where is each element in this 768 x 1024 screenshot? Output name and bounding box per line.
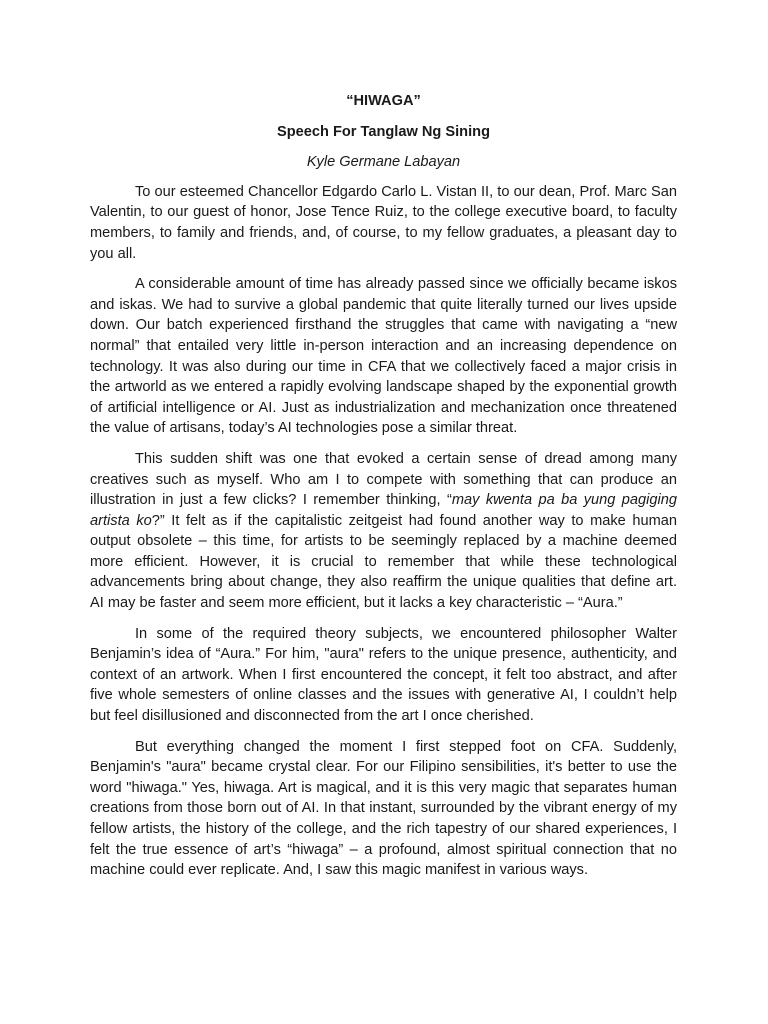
paragraph-greeting: To our esteemed Chancellor Edgardo Carlo L. Vistan II, to our dean, Prof. Marc San Valentin, to our guest of honor, Jose Tence Ruiz, to the college executive board, to faculty members, to family and friends, and, of course, to my fellow graduates, a pleasant day to you all.: [90, 183, 677, 262]
document-title: “HIWAGA”: [346, 93, 421, 109]
paragraph-shift: [90, 449, 677, 614]
paragraph-shift-text-before: This sudden shift was one that evoked a certain sense of dread among many creatives such as myself. Who am I to compete with something that can produce an illustration in just a few clicks? I remember thinking, “: [90, 450, 677, 509]
paragraph-pandemic: A considerable amount of time has already passed since we officially became iskos and iskas. We had to survive a global pandemic that quite literally turned our lives upside down. Our batch experienced firsthand the struggles that came with navigating a “new normal” that entailed very little in-person interaction and an increasing dependence on technology. It was also during our time in CFA that we collectively faced a major crisis in the artworld as we entered a rapidly evolving landscape shaped by the exponential growth of artificial intelligence or AI. Just as industrialization and mechanization once threatened the value of artisans, today’s AI technologies pose a similar threat.: [90, 276, 677, 437]
paragraph-aura: In some of the required theory subjects, we encountered philosopher Walter Benjamin’s idea of “Aura.” For him, "aura" refers to the unique presence, authenticity, and context of an artwork. When I first encountered the concept, it felt too abstract, and after five whole semesters of online classes and the issues with generative AI, I couldn’t help but feel disillusioned and disconnected from the art I once cherished.: [90, 625, 677, 725]
document-page: [90, 91, 677, 891]
paragraph-shift-italic-quote: may kwenta pa ba yung pagiging artista ko: [90, 492, 677, 529]
document-subtitle: Speech For Tanglaw Ng Sining: [277, 123, 490, 140]
paragraph-hiwaga: But everything changed the moment I first stepped foot on CFA. Suddenly, Benjamin's "aura" became crystal clear. For our Filipino sensibilities, it's better to use the word "hiwaga." Yes, hiwaga. Art is magical, and it is this very magic that separates human creations from those born out of AI. In that instant, surrounded by the vibrant energy of my fellow artists, the history of the college, and the rich tapestry of our shared experiences, I felt the true essence of art’s “hiwaga” – a profound, almost spiritual connection that no machine could ever replicate. And, I saw this magic manifest in various ways.: [90, 738, 677, 879]
document-author: Kyle Germane Labayan: [306, 154, 461, 171]
paragraph-shift-text-after: ?” It felt as if the capitalistic zeitgeist had found another way to make human output obsolete – this time, for artists to be seemingly replaced by a machine deemed more efficient. However, it is crucial to remember that while these technological advancements bring about change, they also reaffirm the unique qualities that define art. AI may be faster and seem more efficient, but it lacks a key characteristic – “Aura.”: [90, 512, 677, 612]
